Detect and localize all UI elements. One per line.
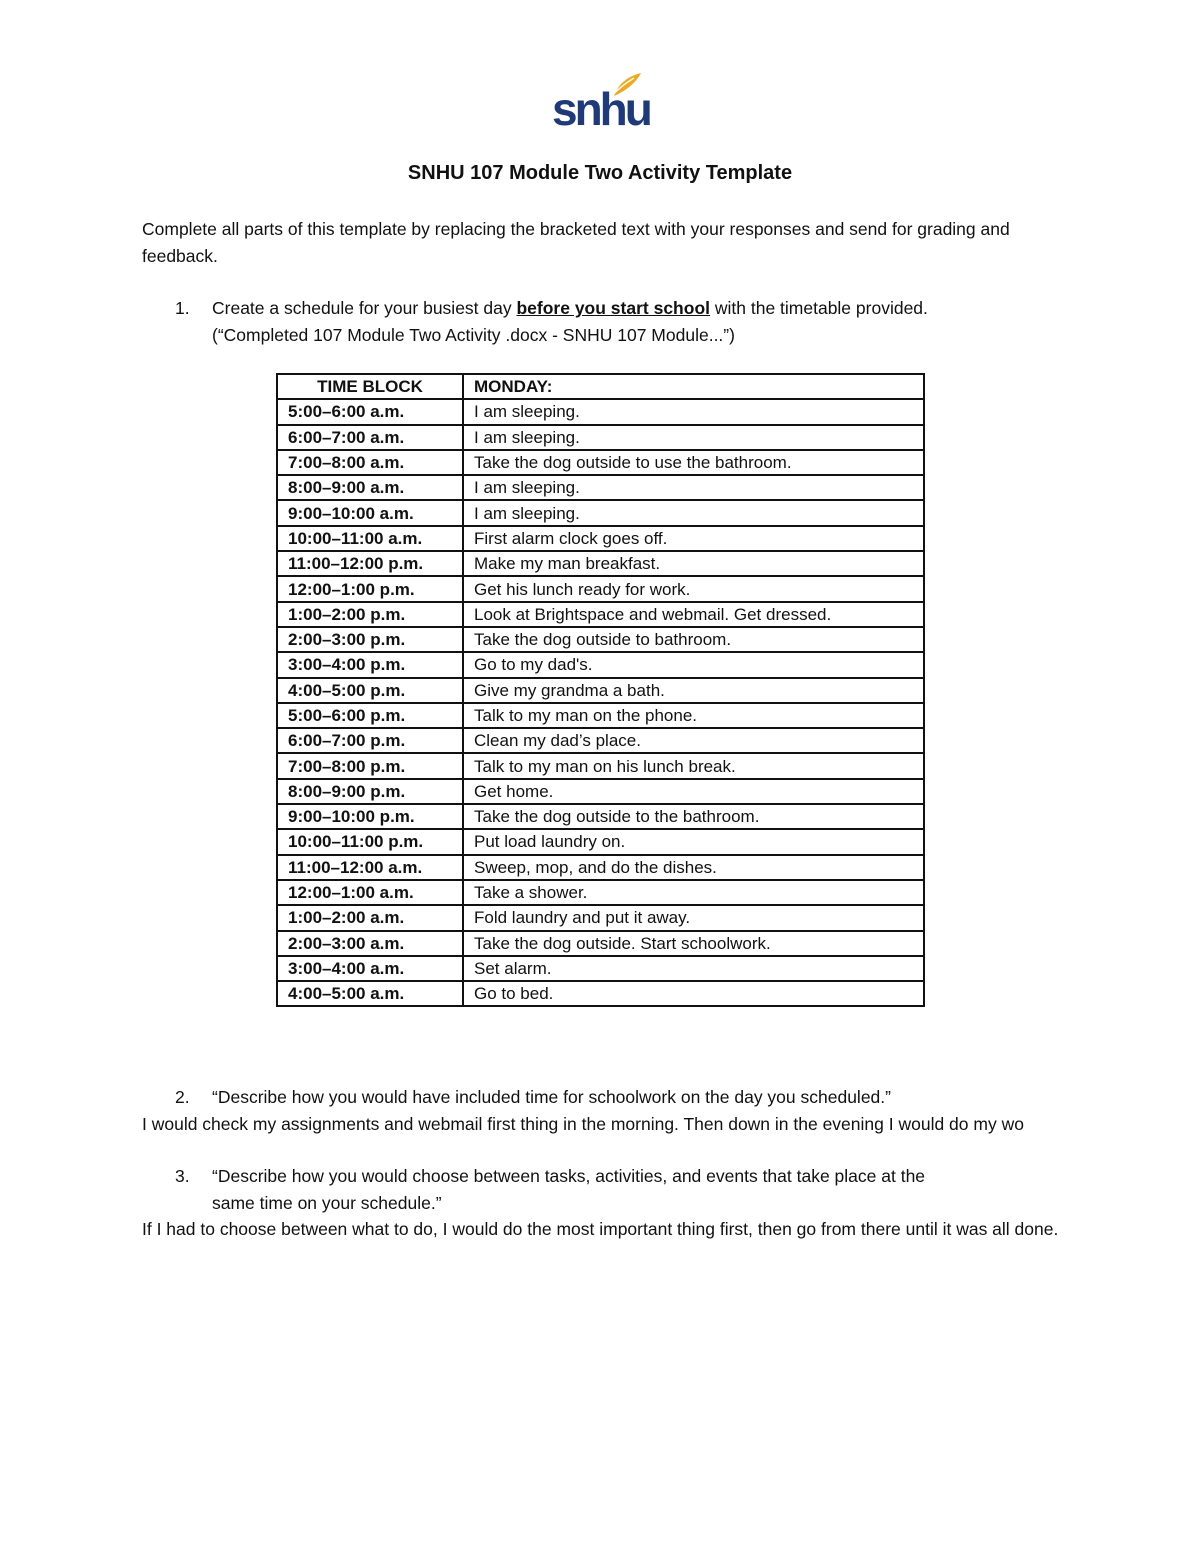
activity-cell: Take the dog outside to the bathroom.	[463, 804, 924, 829]
table-row	[277, 450, 924, 475]
table-row	[277, 829, 924, 854]
time-block-cell: 2:00–3:00 p.m.	[277, 627, 463, 652]
table-row	[277, 880, 924, 905]
activity-cell: Take the dog outside to bathroom.	[463, 627, 924, 652]
table-row	[277, 526, 924, 551]
time-block-cell: 6:00–7:00 a.m.	[277, 425, 463, 450]
table-row	[277, 425, 924, 450]
activity-cell: Give my grandma a bath.	[463, 678, 924, 703]
schedule-table	[276, 373, 925, 1007]
activity-cell: Go to bed.	[463, 981, 924, 1006]
activity-cell: First alarm clock goes off.	[463, 526, 924, 551]
time-block-cell: 11:00–12:00 a.m.	[277, 855, 463, 880]
table-row	[277, 956, 924, 981]
time-block-cell: 1:00–2:00 p.m.	[277, 602, 463, 627]
activity-cell: I am sleeping.	[463, 475, 924, 500]
question-number: 2.	[175, 1087, 190, 1107]
activity-cell: Look at Brightspace and webmail. Get dressed.	[463, 602, 924, 627]
time-block-cell: 12:00–1:00 p.m.	[277, 576, 463, 601]
answer-3: If I had to choose between what to do, I would do the most important thing first, then go from there until it was all done.	[142, 1219, 1059, 1239]
time-block-cell: 3:00–4:00 a.m.	[277, 956, 463, 981]
question-text-line2: same time on your schedule.”	[212, 1193, 442, 1213]
activity-cell: Fold laundry and put it away.	[463, 905, 924, 930]
table-row	[277, 475, 924, 500]
time-block-cell: 4:00–5:00 a.m.	[277, 981, 463, 1006]
table-row	[277, 931, 924, 956]
table-row	[277, 500, 924, 525]
table-row	[277, 602, 924, 627]
time-block-cell: 7:00–8:00 p.m.	[277, 753, 463, 778]
snhu-logo	[552, 72, 650, 135]
time-block-cell: 2:00–3:00 a.m.	[277, 931, 463, 956]
table-row	[277, 551, 924, 576]
table-row	[277, 804, 924, 829]
question-text: “Describe how you would have included time for schoolwork on the day you scheduled.”	[212, 1087, 891, 1107]
time-block-cell: 5:00–6:00 p.m.	[277, 703, 463, 728]
activity-cell: I am sleeping.	[463, 399, 924, 424]
activity-cell: Set alarm.	[463, 956, 924, 981]
table-row	[277, 728, 924, 753]
schedule-rows	[277, 399, 924, 1006]
question-text	[212, 295, 1052, 322]
question-text-end: with the timetable provided.	[710, 298, 928, 318]
activity-cell: Sweep, mop, and do the dishes.	[463, 855, 924, 880]
table-row	[277, 905, 924, 930]
emphasized-phrase: before you start school	[516, 298, 710, 318]
table-row	[277, 753, 924, 778]
time-block-cell: 8:00–9:00 p.m.	[277, 779, 463, 804]
citation-text: (“Completed 107 Module Two Activity .docx - SNHU 107 Module...”)	[212, 325, 735, 345]
table-row	[277, 678, 924, 703]
time-block-cell: 7:00–8:00 a.m.	[277, 450, 463, 475]
time-block-cell: 12:00–1:00 a.m.	[277, 880, 463, 905]
activity-cell: Take the dog outside. Start schoolwork.	[463, 931, 924, 956]
activity-cell: Talk to my man on his lunch break.	[463, 753, 924, 778]
question-text	[212, 1163, 1052, 1217]
header-monday: MONDAY:	[463, 374, 924, 399]
activity-cell: Make my man breakfast.	[463, 551, 924, 576]
activity-cell: Go to my dad's.	[463, 652, 924, 677]
activity-cell: Take a shower.	[463, 880, 924, 905]
table-row	[277, 855, 924, 880]
table-row	[277, 703, 924, 728]
question-number: 1.	[175, 298, 190, 318]
question-text-line1: “Describe how you would choose between tasks, activities, and events that take place at the	[212, 1166, 926, 1186]
instructions-paragraph: Complete all parts of this template by replacing the bracketed text with your responses and send for grading and feedback.	[142, 219, 1010, 266]
time-block-cell: 3:00–4:00 p.m.	[277, 652, 463, 677]
time-block-cell: 5:00–6:00 a.m.	[277, 399, 463, 424]
header-time-block: TIME BLOCK	[277, 374, 463, 399]
question-number: 3.	[175, 1166, 190, 1186]
table-row	[277, 627, 924, 652]
table-row	[277, 576, 924, 601]
table-header-row	[277, 374, 924, 399]
time-block-cell: 10:00–11:00 a.m.	[277, 526, 463, 551]
document-title: SNHU 107 Module Two Activity Template	[407, 162, 793, 184]
answer-2: I would check my assignments and webmail first thing in the morning. Then down in the evening I would do my wo	[142, 1114, 1024, 1134]
question-text-start: Create a schedule for your busiest day	[212, 298, 517, 318]
table-row	[277, 779, 924, 804]
activity-cell: Get his lunch ready for work.	[463, 576, 924, 601]
time-block-cell: 9:00–10:00 p.m.	[277, 804, 463, 829]
activity-cell: Put load laundry on.	[463, 829, 924, 854]
logo-wordmark: snhu	[552, 83, 650, 135]
time-block-cell: 1:00–2:00 a.m.	[277, 905, 463, 930]
time-block-cell: 11:00–12:00 p.m.	[277, 551, 463, 576]
table-row	[277, 981, 924, 1006]
activity-cell: I am sleeping.	[463, 500, 924, 525]
time-block-cell: 8:00–9:00 a.m.	[277, 475, 463, 500]
table-row	[277, 652, 924, 677]
table-row	[277, 399, 924, 424]
time-block-cell: 4:00–5:00 p.m.	[277, 678, 463, 703]
activity-cell: Talk to my man on the phone.	[463, 703, 924, 728]
activity-cell: Get home.	[463, 779, 924, 804]
activity-cell: Take the dog outside to use the bathroom.	[463, 450, 924, 475]
time-block-cell: 10:00–11:00 p.m.	[277, 829, 463, 854]
time-block-cell: 6:00–7:00 p.m.	[277, 728, 463, 753]
activity-cell: Clean my dad’s place.	[463, 728, 924, 753]
time-block-cell: 9:00–10:00 a.m.	[277, 500, 463, 525]
activity-cell: I am sleeping.	[463, 425, 924, 450]
